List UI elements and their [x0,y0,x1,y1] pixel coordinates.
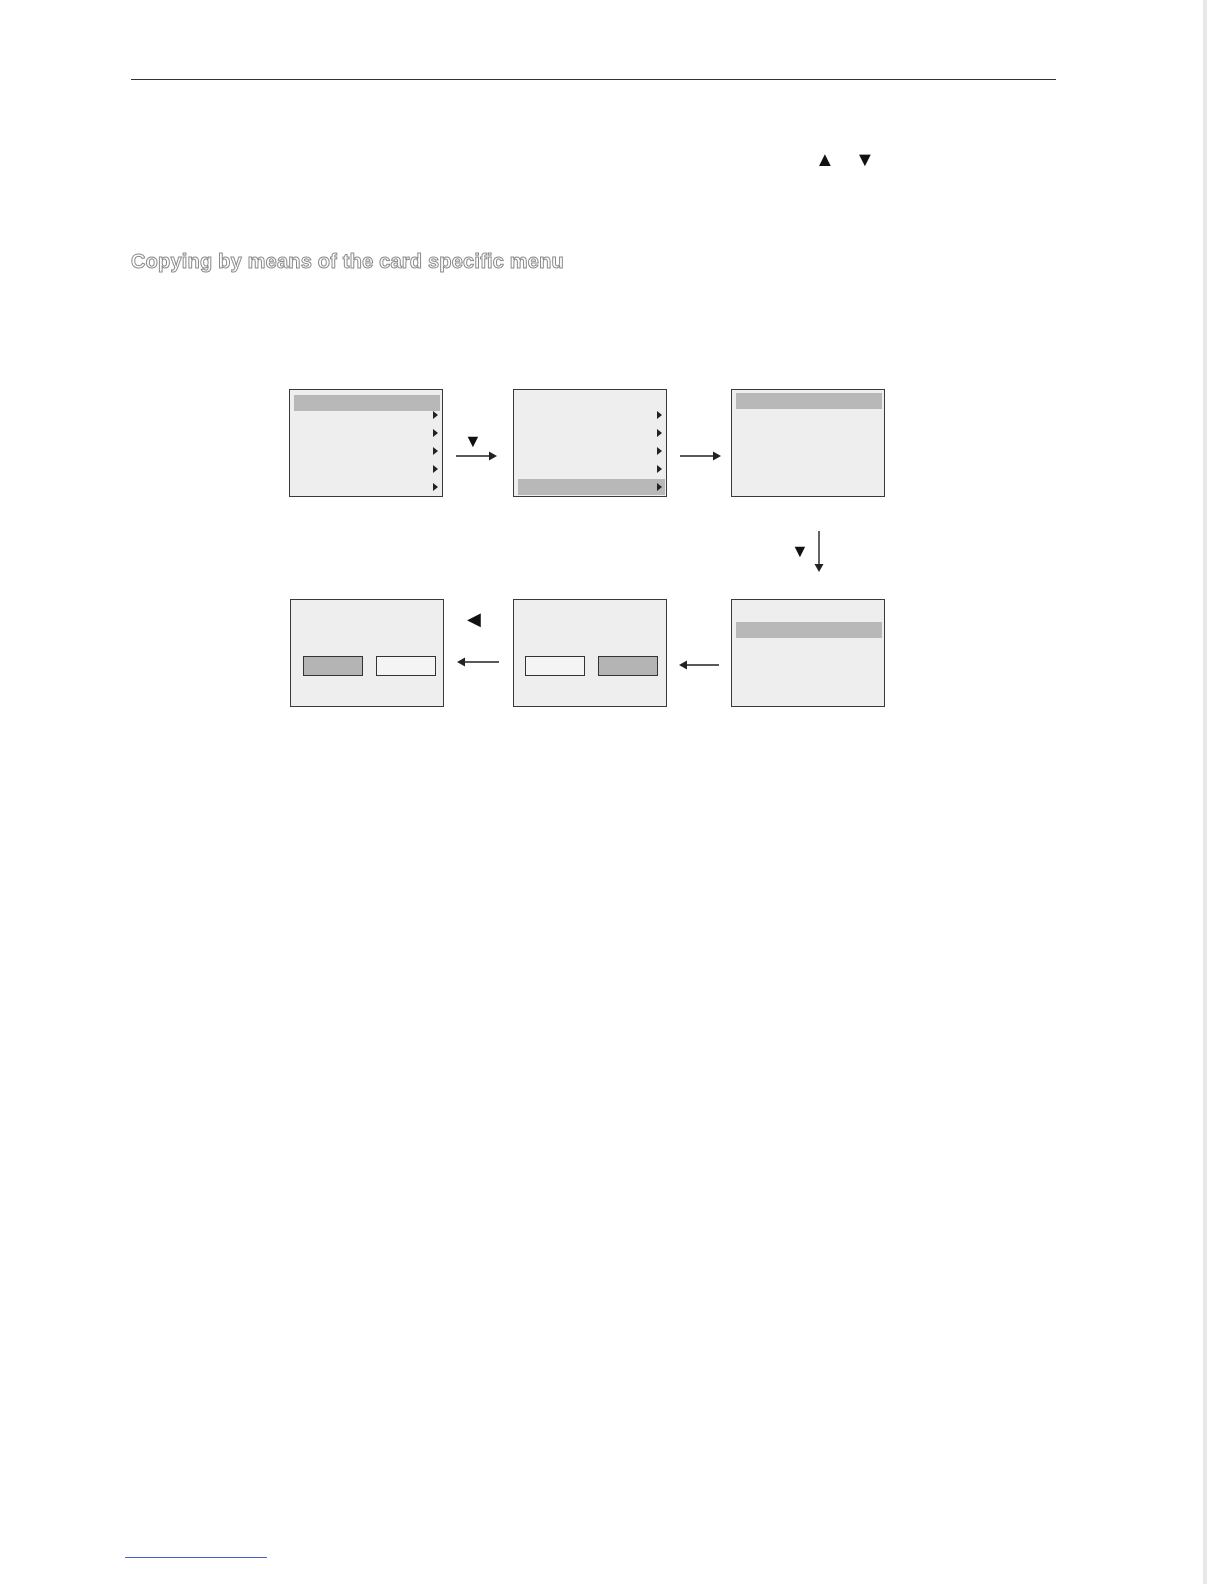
arrowhead-right-1 [489,452,497,461]
down-key-icon: ▼ [464,431,482,451]
down-key-icon: ▼ [791,541,809,561]
arrowhead-left-1 [679,661,687,670]
section-heading: Copying by means of the card specific menu [131,251,564,273]
arrowhead-right-2 [713,452,721,461]
arrowhead-left-2 [457,658,465,667]
down-key-icon: ▼ [855,149,875,171]
footer-link-underline [125,1557,267,1558]
arrowhead-down [815,564,824,572]
up-key-icon: ▲ [815,149,835,171]
left-key-icon: ◀ [467,609,481,629]
